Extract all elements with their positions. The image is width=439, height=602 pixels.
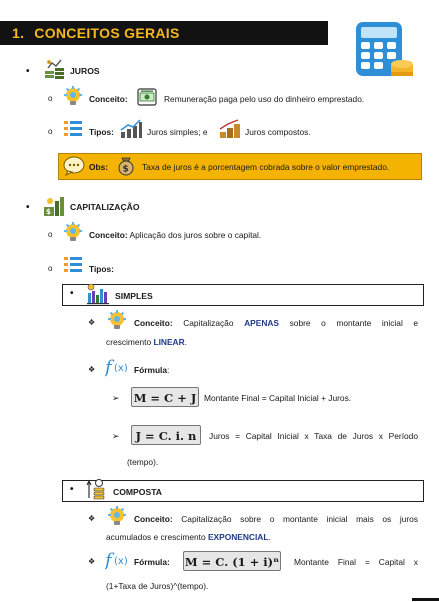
composta-conceito-text: Capitalização sobre o montante inicial mais os juros [181,514,418,524]
svg-text:(x): (x) [114,556,128,567]
bullet: • [26,66,30,77]
juros-heading: JUROS [70,66,100,76]
svg-text:$: $ [122,164,129,175]
chat-bubble-icon [63,156,85,176]
composta-heading: COMPOSTA [113,487,163,497]
tipo-compostos-text: Juros compostos. [245,127,311,137]
function-icon [105,549,131,571]
bullet-arrow: ➢ [112,393,120,403]
capitalizacao-conceito-label: Conceito: [89,230,128,240]
bullet-diamond: ❖ [88,318,96,327]
money-bill-icon [137,88,157,106]
lightbulb-gear-icon [63,85,85,107]
capitalizacao-conceito-text: Aplicação dos juros sobre o capital. [129,230,262,240]
formula2-explanation-cont: (tempo). [127,457,159,467]
obs-text: Taxa de juros é a porcentagem cobrada sobre o valor emprestado. [142,162,390,172]
bullet: • [70,484,74,495]
growth-chart-icon [119,119,143,139]
coins-percent-icon [42,59,66,81]
composta-formula-explanation: Montante Final = Capital x [294,557,418,567]
simples-conceito-label: Conceito: [134,318,173,328]
section-title: CONCEITOS GERAIS [34,25,180,41]
capitalizacao-conceito [89,230,261,240]
bullet-o: o [48,94,53,103]
composta-formula-explanation-cont: (1+Taxa de Juros)^(tempo). [106,581,209,591]
juros-conceito-text: Remuneração paga pelo uso do dinheiro emprestado. [164,94,365,104]
bar-chart-icon [86,283,110,305]
bullet-diamond: ❖ [88,557,96,566]
composta-conceito-line1 [134,514,418,524]
tipo-simples-text: Juros simples; e [147,127,208,137]
composta-formula-label: Fórmula: [134,557,170,567]
svg-text:f: f [105,357,112,378]
calculator-icon [352,20,414,82]
section-title-bar [0,21,328,45]
composta-conceito-label: Conceito: [134,514,173,524]
lightbulb-gear-icon [107,309,129,331]
bullet-diamond: ❖ [88,514,96,523]
lightbulb-gear-icon [107,505,129,527]
function-icon [105,356,131,378]
formula-box-juros: J = C. i. n [131,425,201,445]
formula-box-composta: M = C. (1 + i)ⁿ [183,551,281,571]
simples-conceito-line1 [134,318,418,328]
bullet-o: o [48,264,53,273]
list-icon [63,119,83,139]
svg-text:(x): (x) [114,363,128,374]
bullet-diamond: ❖ [88,365,96,374]
composta-conceito-text: acumulados e crescimento [106,532,206,542]
moneybag-icon [115,154,137,176]
simples-conceito-line2 [106,337,187,347]
formula-box-montante: M = C + J [131,387,199,407]
period: . [268,532,271,542]
page-edge-rule [412,598,439,601]
emphasis-linear: LINEAR [153,337,185,347]
bullet-arrow: ➢ [112,431,120,441]
lightbulb-gear-icon [63,221,85,243]
svg-text:$: $ [46,208,51,216]
composta-conceito-line2 [106,532,271,542]
juros-conceito-label: Conceito: [89,94,128,104]
bullet-o: o [48,230,53,239]
formula-label-text: Fórmula [134,365,168,375]
svg-text:f: f [105,550,112,571]
coins-growth-icon [218,119,242,139]
formula1-explanation: Montante Final = Capital Inicial + Juros. [204,393,352,403]
simples-formula-label [134,365,169,375]
bullet: • [26,202,30,213]
juros-tipos-label: Tipos: [89,127,114,137]
formula2-explanation: Juros = Capital Inicial x Taxa de Juros x Período [209,431,418,441]
list-icon [63,255,83,275]
emphasis-exponencial: EXPONENCIAL [207,532,269,542]
simples-conceito-text: sobre o montante inicial e [289,318,419,328]
bullet-o: o [48,127,53,136]
svg-text:%: % [47,60,51,65]
obs-label: Obs: [89,162,109,172]
capitalizacao-tipos-label: Tipos: [89,264,114,274]
coins-stack-icon [42,195,66,217]
emphasis-apenas: APENAS [244,318,279,328]
capitalizacao-heading: CAPITALIZAÇÃO [70,202,140,212]
period: . [184,337,187,347]
colon: : [167,365,170,375]
simples-conceito-text: Capitalização [183,318,234,328]
coins-stack-icon [86,478,108,502]
bullet: • [70,288,74,299]
section-number: 1. [12,25,25,41]
simples-heading: SIMPLES [115,291,153,301]
simples-conceito-text: crescimento [106,337,152,347]
